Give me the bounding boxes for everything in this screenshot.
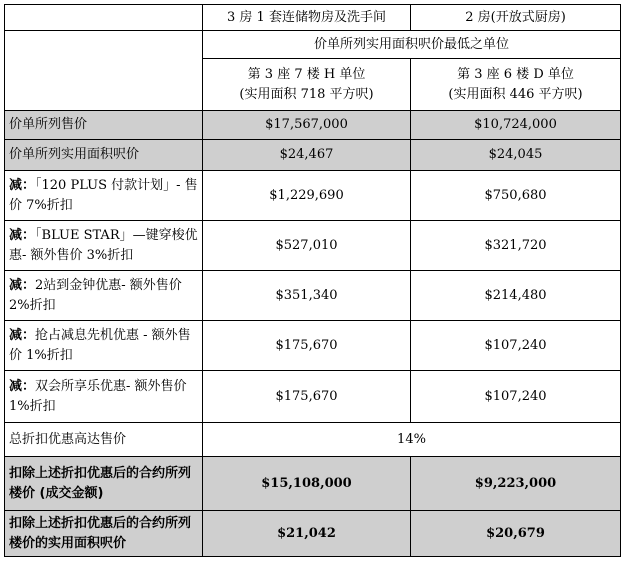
discount-row-bluestar [5, 221, 621, 271]
header-row [5, 5, 621, 31]
list-price-row [5, 111, 621, 140]
header-unit-type-1: 3 房 1 套连储物房及洗手间 [203, 5, 411, 31]
header-unit-type-2: 2 房(开放式厨房) [411, 5, 621, 31]
list-ppsf-row [5, 140, 621, 171]
final-ppsf-unit-1: $21,042 [203, 511, 411, 557]
row-value-unit-2: $10,724,000 [411, 111, 621, 140]
row-value-unit-2: $321,720 [411, 221, 621, 271]
lowest-unit-row [5, 31, 621, 59]
discount-row-clubhouse [5, 371, 621, 423]
unit-1-name: 第 3 座 7 楼 H 单位 [247, 66, 366, 82]
lowest-unit-heading: 价单所列实用面积呎价最低之单位 [203, 31, 621, 59]
row-value-unit-1: $1,229,690 [203, 171, 411, 221]
final-price-label: 扣除上述折扣优惠后的合约所列楼价 (成交金额) [5, 457, 203, 511]
row-label-prefix: 减： [9, 227, 36, 243]
header-blank-cell [5, 5, 203, 31]
row-label-text: 双会所享乐优惠- 额外售价 1%折扣 [9, 378, 187, 414]
discount-row-admiralty [5, 271, 621, 321]
row-label-prefix: 减： [9, 327, 36, 343]
discount-row-rate-cut [5, 321, 621, 371]
row-label [5, 271, 203, 321]
row-value-unit-2: $107,240 [411, 371, 621, 423]
row-label-prefix: 减： [9, 277, 36, 293]
final-price-unit-2: $9,223,000 [411, 457, 621, 511]
row-label-prefix: 减： [9, 378, 36, 394]
row-label [5, 221, 203, 271]
row-value-unit-1: $17,567,000 [203, 111, 411, 140]
unit-2-detail [411, 59, 621, 111]
unit-2-area: (实用面积 446 平方呎) [448, 86, 583, 102]
final-ppsf-unit-2: $20,679 [411, 511, 621, 557]
total-discount-value: 14% [203, 423, 621, 457]
row-label-text: 2站到金钟优惠- 额外售价 2%折扣 [9, 277, 182, 313]
row-label-text: 「120 PLUS 付款计划」- 售价 7%折扣 [9, 177, 198, 213]
row-value-unit-2: $107,240 [411, 321, 621, 371]
row-label: 价单所列实用面积呎价 [5, 140, 203, 171]
row-label [5, 371, 203, 423]
row-value-unit-1: $175,670 [203, 371, 411, 423]
row-value-unit-1: $24,467 [203, 140, 411, 171]
unit-1-area: (实用面积 718 平方呎) [239, 86, 374, 102]
final-price-unit-1: $15,108,000 [203, 457, 411, 511]
final-ppsf-label: 扣除上述折扣优惠后的合约所列楼价的实用面积呎价 [5, 511, 203, 557]
row-value-unit-2: $24,045 [411, 140, 621, 171]
row-value-unit-1: $351,340 [203, 271, 411, 321]
unit-2-name: 第 3 座 6 楼 D 单位 [457, 66, 574, 82]
lowest-unit-blank-cell [5, 31, 203, 111]
unit-1-detail [203, 59, 411, 111]
total-discount-label: 总折扣优惠高达售价 [5, 423, 203, 457]
price-table [4, 4, 621, 557]
row-label-text: 抢占减息先机优惠 - 额外售价 1%折扣 [9, 327, 191, 363]
row-label [5, 171, 203, 221]
row-value-unit-2: $750,680 [411, 171, 621, 221]
final-price-row [5, 457, 621, 511]
final-ppsf-row [5, 511, 621, 557]
discount-row-120plus [5, 171, 621, 221]
total-discount-row [5, 423, 621, 457]
row-value-unit-2: $214,480 [411, 271, 621, 321]
row-label [5, 321, 203, 371]
row-value-unit-1: $527,010 [203, 221, 411, 271]
row-value-unit-1: $175,670 [203, 321, 411, 371]
row-label-prefix: 减： [9, 177, 36, 193]
row-label-text: 「BLUE STAR」—键穿梭优惠- 额外售价 3%折扣 [9, 227, 198, 263]
row-label: 价单所列售价 [5, 111, 203, 140]
